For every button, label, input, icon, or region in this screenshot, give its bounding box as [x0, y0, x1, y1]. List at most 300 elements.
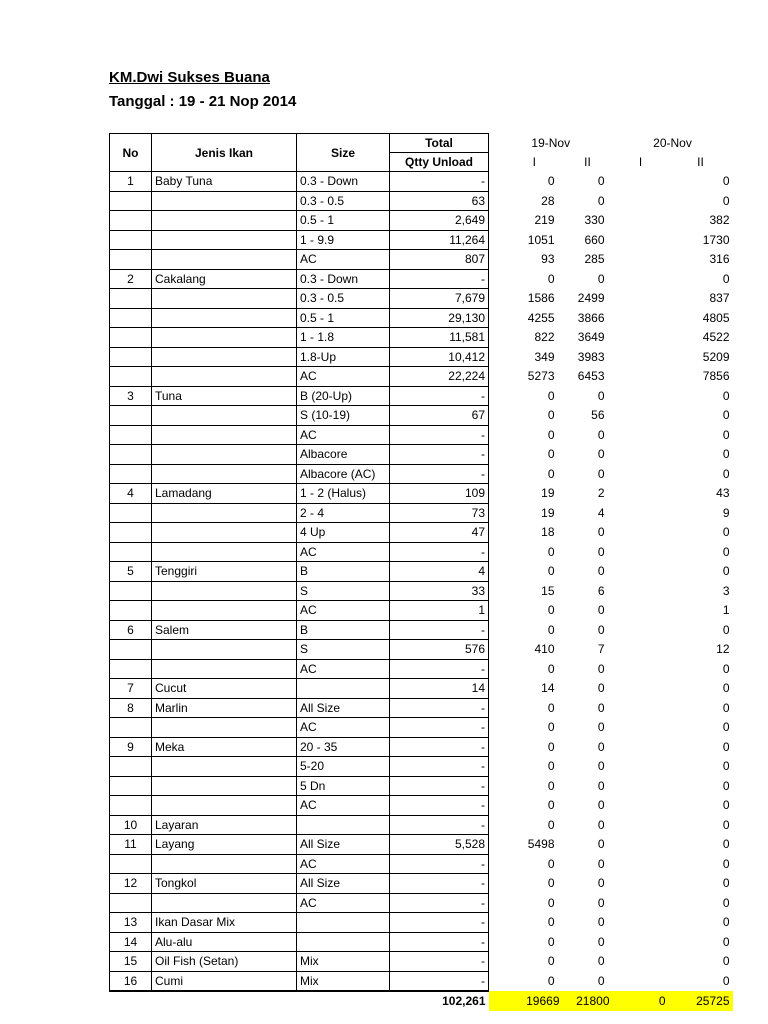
- cell-19-nov-i: 0: [547, 974, 555, 988]
- cell-total: 10,412: [390, 347, 489, 367]
- cell-19-nov-i: 0: [547, 954, 555, 969]
- cell-19-nov-i: 1051: [527, 232, 555, 247]
- cell-20-nov-ii: 43: [716, 486, 730, 501]
- cell-20-nov-ii: 0: [722, 974, 730, 988]
- table-row: [110, 386, 733, 406]
- cell-total: 67: [390, 406, 489, 426]
- table-row: [110, 328, 733, 348]
- cell-20-nov-ii: 0: [722, 700, 730, 715]
- cell-size: All Size: [297, 835, 390, 855]
- cell-no: [110, 718, 152, 738]
- cell-19-nov-ii: 0: [597, 739, 605, 754]
- cell-20-nov-ii: 0: [722, 876, 730, 891]
- table-row: [110, 718, 733, 738]
- cell-total: -: [390, 445, 489, 465]
- cell-total: -: [390, 425, 489, 445]
- cell-20-nov-i: [613, 445, 669, 465]
- grand-total: 102,261: [390, 991, 489, 1011]
- cell-20-nov-ii: 0: [722, 759, 730, 774]
- cell-jenis-ikan: [152, 542, 297, 562]
- cell-total: 5,528: [390, 835, 489, 855]
- cell-no: 11: [110, 835, 152, 855]
- table-row: [110, 854, 733, 874]
- table-row: [110, 484, 733, 504]
- cell-no: 8: [110, 698, 152, 718]
- cell-total: -: [390, 815, 489, 835]
- cell-20-nov-ii: 1: [722, 603, 730, 618]
- cell-jenis-ikan: [152, 757, 297, 777]
- cell-20-nov-i: [613, 776, 669, 796]
- cell-19-nov-i: 0: [547, 603, 555, 618]
- cell-20-nov-ii: 0: [722, 564, 730, 579]
- cell-no: 4: [110, 484, 152, 504]
- cell-size: Mix: [297, 952, 390, 972]
- table-row: [110, 835, 733, 855]
- cell-20-nov-ii: 12: [716, 642, 730, 657]
- cell-total: -: [390, 386, 489, 406]
- cell-jenis-ikan: Baby Tuna: [152, 172, 297, 192]
- cell-size: 0.3 - 0.5: [297, 191, 390, 211]
- cell-19-nov-ii: 0: [597, 778, 605, 793]
- cell-20-nov-i: [613, 464, 669, 484]
- cell-19-nov-i: 0: [547, 915, 555, 930]
- cell-19-nov-i: 0: [547, 427, 555, 442]
- cell-no: [110, 211, 152, 231]
- cell-size: 0.5 - 1: [297, 308, 390, 328]
- cell-jenis-ikan: Tenggiri: [152, 562, 297, 582]
- cell-jenis-ikan: [152, 464, 297, 484]
- cell-jenis-ikan: [152, 347, 297, 367]
- cell-jenis-ikan: [152, 289, 297, 309]
- cell-20-nov-ii: 4805: [702, 310, 730, 325]
- cell-jenis-ikan: Salem: [152, 620, 297, 640]
- cell-19-nov-i: 0: [547, 856, 555, 871]
- cell-jenis-ikan: [152, 523, 297, 543]
- cell-total: -: [390, 620, 489, 640]
- cell-size: 0.3 - Down: [297, 172, 390, 192]
- cell-jenis-ikan: [152, 776, 297, 796]
- cell-jenis-ikan: [152, 250, 297, 270]
- table-row: [110, 308, 733, 328]
- cell-19-nov-i: 18: [541, 525, 555, 540]
- cell-20-nov-i: [613, 523, 669, 543]
- cell-19-nov-i: 0: [547, 934, 555, 949]
- table-row: [110, 640, 733, 660]
- cell-19-nov-i: 0: [547, 661, 555, 676]
- cell-size: 1 - 9.9: [297, 230, 390, 250]
- table-row: [110, 757, 733, 777]
- cell-20-nov-i: [613, 893, 669, 913]
- table-row: [110, 191, 733, 211]
- cell-jenis-ikan: Layang: [152, 835, 297, 855]
- cell-20-nov-i: [613, 952, 669, 972]
- cell-no: [110, 854, 152, 874]
- cell-20-nov-i: [613, 640, 669, 660]
- cell-19-nov-i: 19: [541, 505, 555, 520]
- cell-19-nov-i: 4255: [527, 310, 555, 325]
- cell-19-nov-i: 93: [541, 252, 555, 267]
- cell-19-nov-ii: 0: [597, 681, 605, 696]
- cell-size: [297, 815, 390, 835]
- cell-19-nov-ii: 0: [597, 700, 605, 715]
- cell-20-nov-i: [613, 737, 669, 757]
- header-jenis-ikan: Jenis Ikan: [152, 134, 297, 172]
- table-row: [110, 698, 733, 718]
- cell-no: [110, 445, 152, 465]
- cell-19-nov-ii: 2499: [577, 291, 605, 306]
- cell-no: 1: [110, 172, 152, 192]
- cell-total: -: [390, 172, 489, 192]
- cell-20-nov-i: [613, 328, 669, 348]
- cell-total: 73: [390, 503, 489, 523]
- table-row: [110, 874, 733, 894]
- cell-20-nov-i: [613, 211, 669, 231]
- cell-size: AC: [297, 854, 390, 874]
- cell-jenis-ikan: [152, 445, 297, 465]
- cell-no: 12: [110, 874, 152, 894]
- cell-19-nov-ii: 0: [597, 564, 605, 579]
- cell-19-nov-ii: 0: [597, 427, 605, 442]
- cell-size: All Size: [297, 698, 390, 718]
- table-row: [110, 913, 733, 933]
- table-row: [110, 932, 733, 952]
- cell-20-nov-i: [613, 659, 669, 679]
- cell-total: -: [390, 893, 489, 913]
- cell-total: -: [390, 718, 489, 738]
- cell-20-nov-i: [613, 757, 669, 777]
- cell-no: [110, 581, 152, 601]
- cell-size: 4 Up: [297, 523, 390, 543]
- cell-no: [110, 503, 152, 523]
- cell-19-nov-i: 0: [547, 759, 555, 774]
- cell-19-nov-ii: 0: [597, 974, 605, 988]
- cell-total: 33: [390, 581, 489, 601]
- cell-total: -: [390, 757, 489, 777]
- cell-no: [110, 347, 152, 367]
- cell-19-nov-i: 219: [534, 213, 555, 228]
- cell-20-nov-i: [613, 347, 669, 367]
- cell-jenis-ikan: Alu-alu: [152, 932, 297, 952]
- cell-size: [297, 679, 390, 699]
- header-day-19-nov: 19-Nov: [531, 136, 571, 150]
- total-19-nov-ii: 21800: [563, 991, 613, 1011]
- cell-total: -: [390, 464, 489, 484]
- cell-no: 9: [110, 737, 152, 757]
- cell-total: 4: [390, 562, 489, 582]
- table-row: [110, 601, 733, 621]
- cell-jenis-ikan: [152, 211, 297, 231]
- total-19-nov-i: 19669: [489, 991, 563, 1011]
- cell-19-nov-ii: 3866: [577, 310, 605, 325]
- cell-20-nov-i: [613, 874, 669, 894]
- header-day-20-nov: 20-Nov: [653, 136, 692, 150]
- cell-total: -: [390, 698, 489, 718]
- cell-no: [110, 367, 152, 387]
- table-row: [110, 952, 733, 972]
- cell-no: [110, 191, 152, 211]
- cell-no: [110, 776, 152, 796]
- header-shift-i: I: [532, 155, 536, 169]
- cell-19-nov-ii: 7: [597, 642, 605, 657]
- cell-no: [110, 308, 152, 328]
- cell-19-nov-ii: 0: [597, 876, 605, 891]
- totals-size-cell: [297, 991, 390, 1011]
- cell-no: [110, 893, 152, 913]
- cell-20-nov-ii: 0: [722, 525, 730, 540]
- table-row: [110, 347, 733, 367]
- cell-jenis-ikan: Tongkol: [152, 874, 297, 894]
- cell-jenis-ikan: [152, 581, 297, 601]
- cell-20-nov-i: [613, 425, 669, 445]
- cell-20-nov-i: [613, 718, 669, 738]
- cell-size: 5-20: [297, 757, 390, 777]
- table-row: [110, 289, 733, 309]
- table-row: [110, 464, 733, 484]
- cell-jenis-ikan: [152, 425, 297, 445]
- cell-no: 5: [110, 562, 152, 582]
- cell-19-nov-i: 0: [547, 564, 555, 579]
- cell-no: 7: [110, 679, 152, 699]
- cell-20-nov-i: [613, 367, 669, 387]
- cell-19-nov-i: 5273: [527, 369, 555, 384]
- cell-19-nov-i: 0: [547, 700, 555, 715]
- cell-no: [110, 425, 152, 445]
- cell-20-nov-ii: 382: [709, 213, 730, 228]
- header-total: Total: [390, 134, 489, 153]
- table-row: [110, 971, 733, 991]
- cell-no: 16: [110, 971, 152, 991]
- cell-20-nov-i: [613, 542, 669, 562]
- cell-20-nov-ii: 0: [722, 895, 730, 910]
- cell-no: 13: [110, 913, 152, 933]
- cell-size: B (20-Up): [297, 386, 390, 406]
- cell-size: B: [297, 562, 390, 582]
- cell-total: -: [390, 269, 489, 289]
- cell-19-nov-ii: 0: [597, 798, 605, 813]
- cell-no: 15: [110, 952, 152, 972]
- cell-19-nov-i: 0: [547, 408, 555, 423]
- cell-size: 1.8-Up: [297, 347, 390, 367]
- cell-no: [110, 640, 152, 660]
- header-no: No: [110, 134, 152, 172]
- cell-20-nov-i: [613, 230, 669, 250]
- table-row: [110, 367, 733, 387]
- cell-jenis-ikan: [152, 796, 297, 816]
- cell-19-nov-i: 0: [547, 174, 555, 189]
- header-row-1: [110, 134, 733, 153]
- cell-jenis-ikan: [152, 854, 297, 874]
- cell-19-nov-i: 0: [547, 271, 555, 286]
- cell-jenis-ikan: [152, 640, 297, 660]
- header-shift-i: I: [638, 155, 643, 169]
- cell-jenis-ikan: Tuna: [152, 386, 297, 406]
- table-row: [110, 815, 733, 835]
- cell-size: 1 - 2 (Halus): [297, 484, 390, 504]
- table-row: [110, 620, 733, 640]
- cell-19-nov-ii: 0: [597, 622, 605, 637]
- cell-20-nov-ii: 3: [722, 583, 730, 598]
- cell-jenis-ikan: [152, 718, 297, 738]
- cell-20-nov-ii: 0: [722, 837, 730, 852]
- cell-size: 0.3 - 0.5: [297, 289, 390, 309]
- cell-size: All Size: [297, 874, 390, 894]
- cell-total: -: [390, 659, 489, 679]
- cell-jenis-ikan: Layaran: [152, 815, 297, 835]
- cell-jenis-ikan: [152, 230, 297, 250]
- cell-size: S: [297, 640, 390, 660]
- cell-19-nov-ii: 6453: [577, 369, 605, 384]
- cell-total: -: [390, 737, 489, 757]
- cell-19-nov-ii: 0: [597, 388, 605, 403]
- cell-19-nov-i: 0: [547, 447, 555, 462]
- cell-total: -: [390, 874, 489, 894]
- cell-19-nov-i: 0: [547, 466, 555, 481]
- cell-19-nov-i: 0: [547, 622, 555, 637]
- cell-19-nov-i: 0: [547, 544, 555, 559]
- cell-20-nov-i: [613, 581, 669, 601]
- cell-19-nov-i: 0: [547, 798, 555, 813]
- cell-size: Mix: [297, 971, 390, 991]
- cell-size: 5 Dn: [297, 776, 390, 796]
- cell-no: 3: [110, 386, 152, 406]
- cell-jenis-ikan: Marlin: [152, 698, 297, 718]
- cell-jenis-ikan: [152, 601, 297, 621]
- cell-19-nov-ii: 0: [597, 720, 605, 735]
- cell-size: AC: [297, 601, 390, 621]
- table-row: [110, 211, 733, 231]
- cell-total: 11,581: [390, 328, 489, 348]
- cell-20-nov-ii: 0: [722, 798, 730, 813]
- cell-size: Albacore: [297, 445, 390, 465]
- cell-19-nov-ii: 0: [597, 466, 605, 481]
- cell-total: -: [390, 971, 489, 991]
- table-row: [110, 425, 733, 445]
- table-row: [110, 523, 733, 543]
- cell-no: 10: [110, 815, 152, 835]
- cell-jenis-ikan: Meka: [152, 737, 297, 757]
- table-row: [110, 250, 733, 270]
- cell-19-nov-ii: 2: [597, 486, 605, 501]
- cell-jenis-ikan: Cakalang: [152, 269, 297, 289]
- cell-20-nov-i: [613, 386, 669, 406]
- cell-20-nov-ii: 0: [722, 661, 730, 676]
- cell-jenis-ikan: Cucut: [152, 679, 297, 699]
- cell-total: -: [390, 776, 489, 796]
- cell-total: 11,264: [390, 230, 489, 250]
- cell-19-nov-ii: 0: [597, 817, 605, 832]
- table-row: [110, 737, 733, 757]
- cell-total: 22,224: [390, 367, 489, 387]
- table-row: [110, 776, 733, 796]
- cell-20-nov-i: [613, 503, 669, 523]
- cell-19-nov-i: 28: [541, 193, 555, 208]
- cell-no: [110, 289, 152, 309]
- cell-20-nov-i: [613, 854, 669, 874]
- cell-19-nov-ii: 660: [584, 232, 605, 247]
- cell-19-nov-i: 5498: [527, 837, 555, 852]
- cell-19-nov-i: 1586: [527, 291, 555, 306]
- cell-jenis-ikan: Lamadang: [152, 484, 297, 504]
- cell-20-nov-ii: 0: [722, 174, 730, 189]
- cell-size: 20 - 35: [297, 737, 390, 757]
- totals-no-cell: [110, 991, 152, 1011]
- cell-20-nov-i: [613, 289, 669, 309]
- cell-20-nov-ii: 0: [722, 466, 730, 481]
- cell-20-nov-ii: 0: [722, 915, 730, 930]
- cell-20-nov-i: [613, 796, 669, 816]
- cell-total: 576: [390, 640, 489, 660]
- cell-20-nov-i: [613, 913, 669, 933]
- cell-20-nov-ii: 5209: [702, 349, 730, 364]
- cell-size: 2 - 4: [297, 503, 390, 523]
- cell-19-nov-ii: 0: [597, 934, 605, 949]
- cell-size: AC: [297, 893, 390, 913]
- cell-20-nov-i: [613, 562, 669, 582]
- cell-19-nov-i: 822: [534, 330, 555, 345]
- cell-20-nov-ii: 0: [722, 408, 730, 423]
- cell-20-nov-ii: 316: [709, 252, 730, 267]
- cell-20-nov-ii: 0: [722, 544, 730, 559]
- cell-no: [110, 230, 152, 250]
- cell-no: [110, 523, 152, 543]
- totals-row: [110, 991, 733, 1011]
- cell-19-nov-ii: 6: [597, 583, 605, 598]
- table-body: [110, 172, 733, 992]
- cell-20-nov-ii: 0: [722, 427, 730, 442]
- cell-no: 2: [110, 269, 152, 289]
- cell-20-nov-i: [613, 815, 669, 835]
- cell-20-nov-ii: 4522: [702, 330, 730, 345]
- cell-20-nov-i: [613, 269, 669, 289]
- table-row: [110, 269, 733, 289]
- cell-20-nov-ii: 0: [722, 681, 730, 696]
- cell-no: [110, 464, 152, 484]
- cell-20-nov-i: [613, 250, 669, 270]
- cell-19-nov-ii: 56: [591, 408, 605, 423]
- cell-size: AC: [297, 796, 390, 816]
- cell-size: B: [297, 620, 390, 640]
- cell-jenis-ikan: [152, 503, 297, 523]
- cell-size: [297, 932, 390, 952]
- cell-no: 6: [110, 620, 152, 640]
- cell-19-nov-ii: 0: [597, 447, 605, 462]
- cell-jenis-ikan: [152, 893, 297, 913]
- total-20-nov-i: 0: [613, 991, 669, 1011]
- cell-no: [110, 328, 152, 348]
- cell-20-nov-i: [613, 679, 669, 699]
- cell-total: 7,679: [390, 289, 489, 309]
- table-row: [110, 230, 733, 250]
- cell-size: AC: [297, 542, 390, 562]
- cell-20-nov-ii: 1730: [702, 232, 730, 247]
- table-row: [110, 659, 733, 679]
- cell-19-nov-ii: 0: [597, 759, 605, 774]
- cell-size: AC: [297, 425, 390, 445]
- cell-19-nov-i: 0: [547, 876, 555, 891]
- cell-no: [110, 796, 152, 816]
- cell-19-nov-ii: 3983: [577, 349, 605, 364]
- cell-total: 47: [390, 523, 489, 543]
- company-title: KM.Dwi Sukses Buana: [109, 69, 270, 86]
- cell-19-nov-ii: 0: [597, 271, 605, 286]
- table-row: [110, 893, 733, 913]
- cell-size: AC: [297, 659, 390, 679]
- cell-19-nov-ii: 0: [597, 603, 605, 618]
- header-qtty-unload: Qtty Unload: [390, 153, 489, 172]
- cell-20-nov-ii: 0: [722, 720, 730, 735]
- table-row: [110, 542, 733, 562]
- cell-size: [297, 913, 390, 933]
